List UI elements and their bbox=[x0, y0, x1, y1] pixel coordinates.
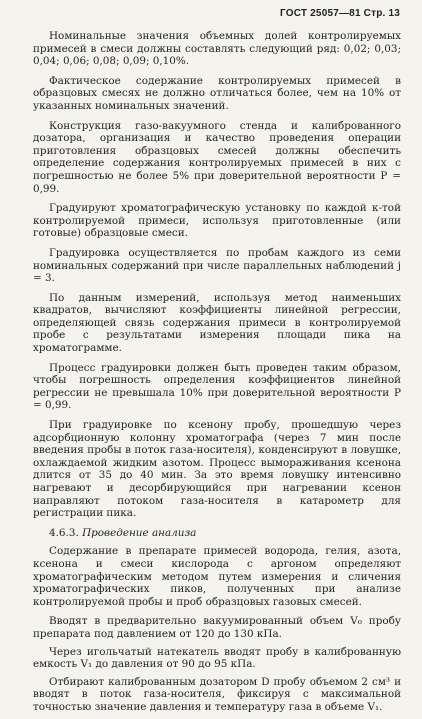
paragraph: Фактическое содержание контролируемых примесей в образцовых смесях не должно отличаться более, чем на 10% от указанных номинальных значений. bbox=[33, 74, 401, 112]
page-header: ГОСТ 25057—81 Стр. 13 bbox=[280, 8, 400, 19]
section-title: Проведение анализа bbox=[82, 526, 197, 539]
paragraph: При градуировке по ксенону пробу, прошедшую через адсорбционную колонну хроматографа (через 7 мин после введения пробы в поток газа-носителя), конденсируют в ловушке, охлаждаемой жидким азотом. Процесс вымораживания ксенона длится от 35 до 40 мин. За это время ловушку интенсивно нагревают и десорбирующийся при нагревании ксенон направляют потоком газа-носителя в катарометр для регистрации пика. bbox=[33, 419, 401, 520]
paragraph: Номинальные значения объемных долей контролируемых примесей в смеси должны составлять следующий ряд: 0,02; 0,03; 0,04; 0,06; 0,08; 0,09; 0,10%. bbox=[33, 30, 401, 68]
paragraph: Конструкция газо-вакуумного стенда и калиброванного дозатора, организация и качество проведения операции приготовления образцовых смесей должны обеспечить определение содержания контролируемых примесей в них с погрешностью не более 5% при доверительной вероятности P = 0,99. bbox=[33, 119, 401, 195]
section-heading bbox=[33, 527, 401, 540]
paragraph: Градуировка осуществляется по пробам каждого из семи номинальных содержаний при числе параллельных наблюдений j = 3. bbox=[33, 246, 401, 285]
section-number: 4.6.3. bbox=[49, 526, 79, 539]
paragraph: Градуируют хроматографическую установку по каждой к-той контролируемой примеси, используя приготовленные (или готовые) образцовые смеси. bbox=[33, 202, 401, 240]
paragraph: Через игольчатый натекатель вводят пробу в калиброванную емкость V₁ до давления от 90 до 95 кПа. bbox=[33, 645, 401, 671]
paragraph: Процесс градуировки должен быть проведен таким образом, чтобы погрешность определения коэффициентов линейной регрессии не превышала 10% при доверительной вероятности P = 0,99. bbox=[33, 361, 401, 412]
paragraph: По данным измерений, используя метод наименьших квадратов, вычисляют коэффициенты линейной регрессии, определяющей связь содержания примеси в контролируемой пробе с результатами измерения площади пика на хроматограмме. bbox=[33, 291, 401, 355]
document-body bbox=[33, 30, 401, 719]
paragraph: Содержание в препарате примесей водорода, гелия, азота, ксенона и смеси кислорода с аргоном определяют хроматографическим методом путем измерения и сличения хроматографических пиков, полученных при анализе контролируемой пробы и проб образцовых газовых смесей. bbox=[33, 545, 401, 608]
paragraph: Вводят в предварительно вакуумированный объем V₀ пробу препарата под давлением от 120 до 130 кПа. bbox=[33, 615, 401, 640]
paragraph: Отбирают калиброванным дозатором D пробу объемом 2 см³ и вводят в поток газа-носителя, фиксируя с максимальной точностью значение давления и температуру газа в объеме V₁. bbox=[33, 675, 401, 713]
